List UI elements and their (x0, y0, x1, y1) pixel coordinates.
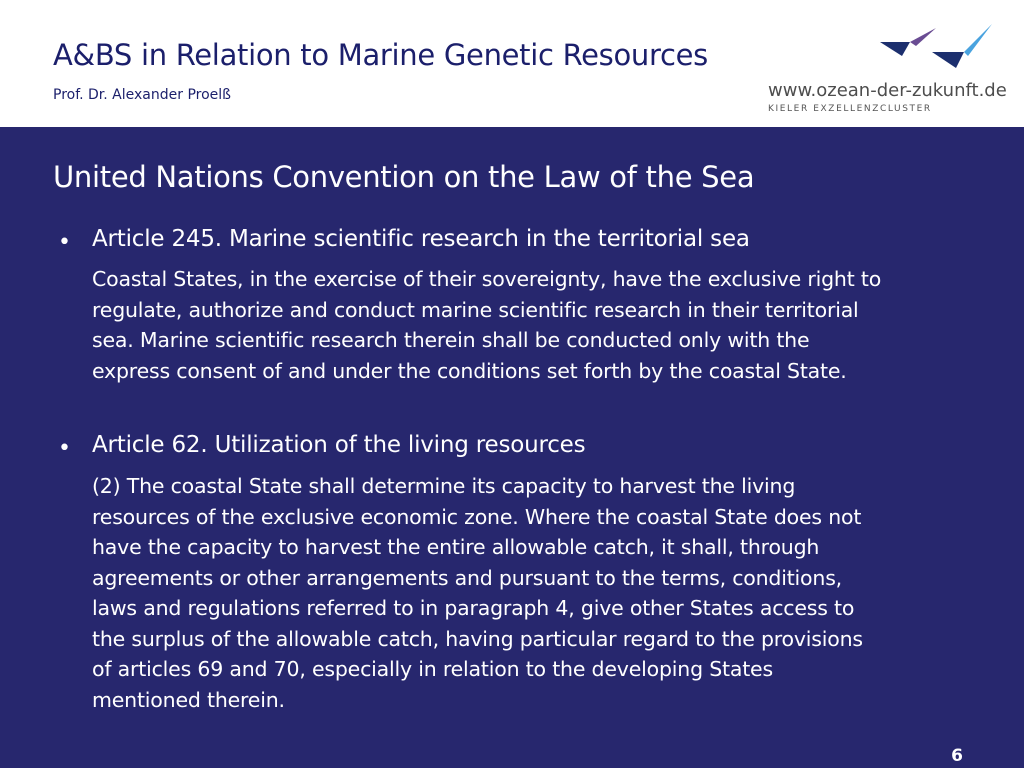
slide-title: A&BS in Relation to Marine Genetic Resources (53, 38, 708, 72)
section-title: United Nations Convention on the Law of the Sea (53, 160, 755, 194)
logo-url: www.ozean-der-zukunft.de (768, 80, 1007, 101)
article-62-text: (2) The coastal State shall determine its capacity to harvest the living resources of the exclusive economic zone. Where the coastal State does not have the capacity to harvest the entire allowable catch, it shall, through agreements or other arrangements and pursuant to the terms, conditions, laws and regulations referred to in paragraph 4, give other States access to the surplus of the allowable catch, having particular regard to the provisions of articles 69 and 70, especially in relation to the developing States mentioned therein. (92, 474, 863, 712)
page-number: 6 (951, 746, 963, 766)
logo-subtitle: KIELER EXZELLENZCLUSTER (768, 104, 932, 114)
slide-content (0, 127, 1024, 768)
logo-mark-icon (876, 22, 996, 74)
bullet-marker: • (58, 230, 71, 255)
article-245-heading: Article 245. Marine scientific research in the territorial sea (92, 226, 750, 252)
bullet-marker: • (58, 436, 71, 461)
slide-header (0, 0, 1024, 127)
author-name: Prof. Dr. Alexander Proelß (53, 87, 231, 103)
article-245-text: Coastal States, in the exercise of their sovereignty, have the exclusive right to regulate, authorize and conduct marine scientific research in their territorial sea. Marine scientific research therein shall be conducted only with the express consent of and under the conditions set forth by the coastal State. (92, 267, 882, 383)
article-62-heading: Article 62. Utilization of the living resources (92, 432, 586, 458)
